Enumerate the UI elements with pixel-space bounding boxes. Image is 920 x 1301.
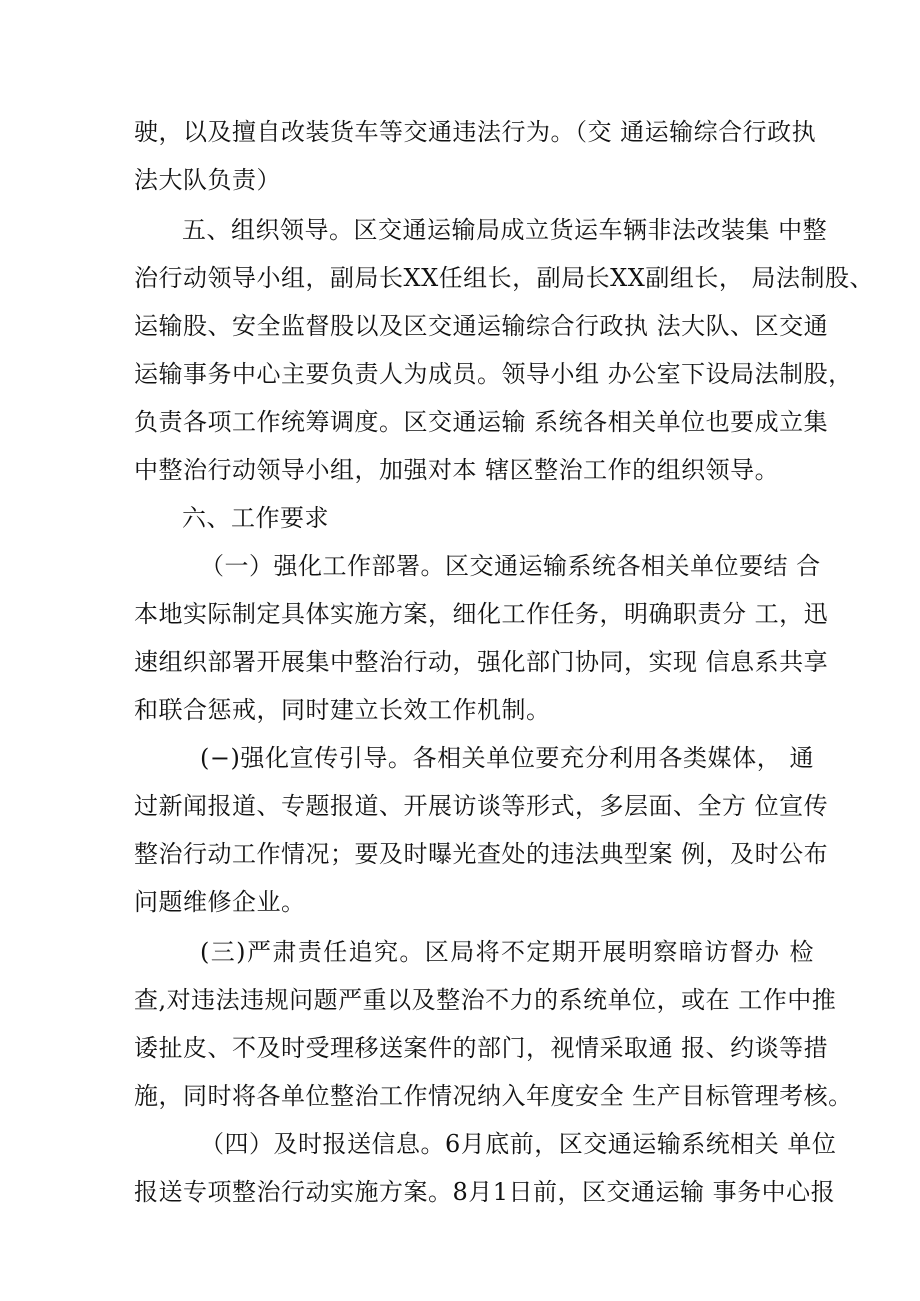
text-line: 诿扯皮、不及时受理移送案件的部门，视情采取通 报、约谈等措 — [134, 1034, 829, 1062]
text-line: 问题维修企业。 — [134, 888, 306, 916]
text-line: 治行动领导小组，副局长XX任组长，副局长XX副组长， 局法制股、 — [134, 264, 874, 292]
text-line: 本地实际制定具体实施方案，细化工作任务，明确职责分 工，迅 — [134, 600, 829, 628]
text-line: 速组织部署开展集中整治行动，强化部门协同，实现 信息系共享 — [134, 648, 829, 676]
text-line: 中整治行动领导小组，加强对本 辖区整治工作的组织领导。 — [134, 456, 780, 484]
section-heading-five: 五、组织领导。区交通运输局成立货运车辆非法改装集 中整 — [182, 216, 828, 244]
text-line: 整治行动工作情况；要及时曝光查处的违法典型案 例，及时公布 — [134, 840, 829, 868]
section-heading-six: 六、工作要求 — [182, 504, 329, 532]
subsection-heading-four: （四）及时报送信息。6月底前，区交通运输系统相关 单位 — [200, 1130, 837, 1158]
text-line: 运输事务中心主要负责人为成员。领导小组 办公室下设局法制股， — [134, 360, 853, 388]
text-line: 负责各项工作统筹调度。区交通运输 系统各相关单位也要成立集 — [134, 408, 829, 436]
text-line: 和联合惩戒，同时建立长效工作机制。 — [134, 696, 551, 724]
subsection-heading-one: （一）强化工作部署。区交通运输系统各相关单位要结 合 — [200, 552, 821, 580]
text-line: 运输股、安全监督股以及区交通运输综合行政执 法大队、区交通 — [134, 312, 829, 340]
text-line: 施，同时将各单位整治工作情况纳入年度安全 生产目标管理考核。 — [134, 1082, 853, 1110]
text-line: 过新闻报道、专题报道、开展访谈等形式，多层面、全方 位宣传 — [134, 792, 829, 820]
text-line: 报送专项整治行动实施方案。8月1日前，区交通运输 事务中心报 — [134, 1178, 836, 1206]
text-line: 驶，以及擅自改装货车等交通违法行为。（交 通运输综合行政执 — [134, 118, 817, 146]
text-line: 查,对违法违规问题严重以及整治不力的系统单位，或在 工作中推 — [134, 986, 837, 1014]
text-line: 法大队负责） — [134, 166, 281, 194]
subsection-heading-two: (−)强化宣传引导。各相关单位要充分利用各类媒体， 通 — [200, 744, 814, 772]
subsection-heading-three: (三)严肃责任追究。区局将不定期开展明察暗访督办 检 — [200, 938, 814, 966]
